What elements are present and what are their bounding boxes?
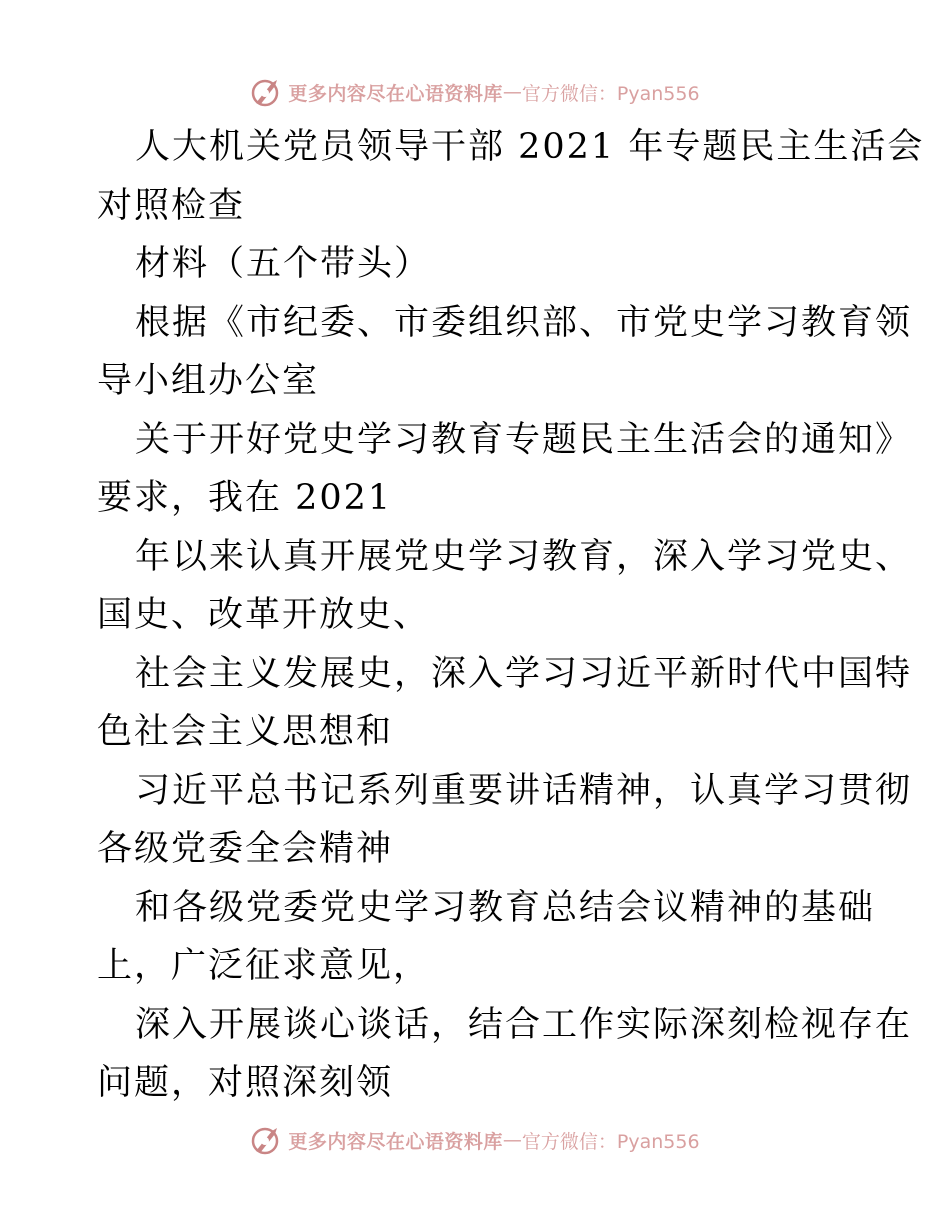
doc-line: 色社会主义思想和 bbox=[97, 712, 394, 752]
banner-wechat: 官方微信：Pyan556 bbox=[521, 1130, 700, 1153]
doc-line: 人大机关党员领导干部 2021 年专题民主生活会 bbox=[135, 127, 925, 167]
doc-line: 材料（五个带头） bbox=[135, 244, 432, 284]
doc-line: 上，广泛征求意见， bbox=[97, 946, 431, 986]
pen-logo-icon bbox=[250, 1123, 284, 1157]
doc-line: 社会主义发展史，深入学习习近平新时代中国特 bbox=[135, 653, 913, 694]
banner-text: 更多内容尽在心语资料库 bbox=[288, 82, 503, 105]
doc-line: 要求，我在 2021 bbox=[97, 478, 393, 518]
doc-line: 各级党委全会精神 bbox=[97, 829, 394, 869]
document-body bbox=[97, 118, 925, 1113]
header-watermark-banner bbox=[0, 72, 950, 112]
doc-line: 习近平总书记系列重要讲话精神，认真学习贯彻 bbox=[135, 770, 913, 811]
doc-line: 深入开展谈心谈话，结合工作实际深刻检视存在 bbox=[135, 1004, 913, 1045]
banner-separator: — bbox=[502, 81, 522, 103]
banner-wechat: 官方微信：Pyan556 bbox=[521, 82, 700, 105]
doc-line: 国史、改革开放史、 bbox=[97, 595, 431, 635]
doc-line: 年以来认真开展党史学习教育，深入学习党史、 bbox=[135, 536, 913, 577]
doc-line: 关于开好党史学习教育专题民主生活会的通知》 bbox=[135, 419, 913, 460]
doc-line: 对照检查 bbox=[97, 185, 246, 226]
banner-separator: — bbox=[502, 1129, 522, 1151]
doc-line: 导小组办公室 bbox=[97, 361, 320, 401]
doc-line: 和各级党委党史学习教育总结会议精神的基础 bbox=[135, 887, 876, 928]
banner-text: 更多内容尽在心语资料库 bbox=[288, 1130, 503, 1153]
doc-line: 根据《市纪委、市委组织部、市党史学习教育领 bbox=[135, 302, 913, 343]
pen-logo-icon bbox=[250, 75, 284, 109]
footer-watermark-banner bbox=[0, 1120, 950, 1160]
doc-line: 问题，对照深刻领 bbox=[97, 1063, 394, 1103]
